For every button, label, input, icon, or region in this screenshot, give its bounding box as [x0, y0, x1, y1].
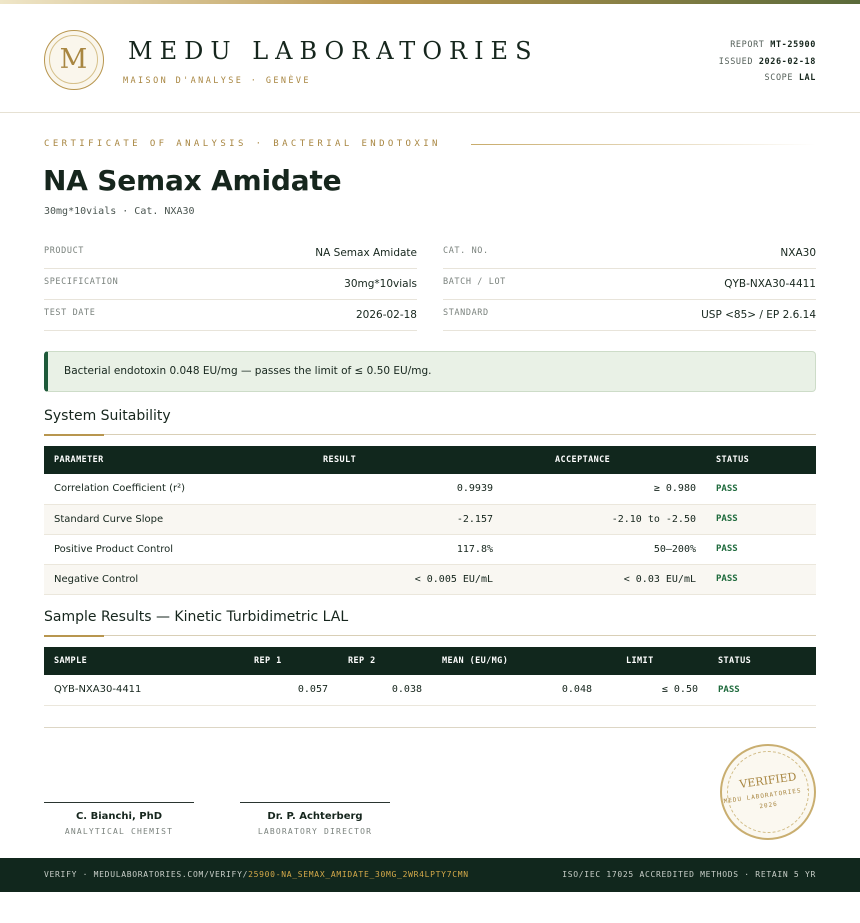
signature-block: [44, 802, 194, 836]
issued-date-line: ISSUED 2026-02-18: [718, 56, 816, 67]
suitability-table: [44, 446, 816, 595]
info-value: NXA30: [780, 247, 816, 259]
table-row: [44, 564, 816, 594]
signatory-role: LABORATORY DIRECTOR: [257, 827, 373, 836]
info-row-standard: [443, 300, 816, 331]
info-value: USP <85> / EP 2.6.14: [701, 309, 816, 321]
column-header: REP 2: [348, 656, 376, 666]
signatory-role: ANALYTICAL CHEMIST: [64, 827, 174, 836]
table-row: [44, 504, 816, 534]
page-bottom-margin: [0, 892, 860, 923]
result-cell: -2.157: [313, 504, 503, 534]
seal-text: MEDU LABORATORIES · 2026: [723, 785, 812, 811]
result-cell: 117.8%: [313, 534, 503, 564]
info-value: 2026-02-18: [355, 309, 417, 321]
signature-block: [240, 802, 390, 836]
info-label: SPECIFICATION: [44, 277, 119, 287]
parameter-cell: Correlation Coefficient (r²): [44, 474, 313, 504]
verdict-text: Bacterial endotoxin 0.048 EU/mg — passes the limit of ≤ 0.50 EU/mg.: [64, 365, 432, 377]
section-sample-results: [44, 608, 816, 636]
section-accent-rule: [44, 434, 104, 436]
info-label: PRODUCT: [44, 246, 85, 256]
info-value: QYB-NXA30-4411: [724, 278, 816, 290]
table-row: [44, 474, 816, 504]
info-row-cat-no: [443, 238, 816, 269]
report-meta: [719, 37, 816, 87]
verified-seal: [720, 744, 816, 840]
parameter-cell: Positive Product Control: [44, 534, 313, 564]
info-row-product: [44, 238, 417, 269]
table-header-row: [44, 446, 816, 474]
info-value: NA Semax Amidate: [315, 247, 417, 259]
info-label: STANDARD: [443, 308, 489, 318]
status-badge: PASS: [706, 534, 816, 564]
mean-cell: 0.048: [432, 675, 602, 705]
column-header: MEAN (EU/MG): [442, 656, 509, 666]
rep2-cell: 0.038: [338, 675, 432, 705]
accreditation-note: ISO/IEC 17025 ACCREDITED METHODS · RETAIN 5 YR: [562, 870, 816, 879]
info-label: CAT. NO.: [443, 246, 489, 256]
report-number: MT-25900: [770, 40, 816, 50]
info-grid-right: [443, 238, 816, 331]
table-row: [44, 675, 816, 705]
info-label: BATCH / LOT: [443, 277, 506, 287]
column-header: SAMPLE: [54, 656, 88, 666]
info-value: 30mg*10vials: [344, 278, 417, 290]
brand-tagline: MAISON D'ANALYSE · GENÈVE: [123, 76, 311, 86]
acceptance-cell: < 0.03 EU/mL: [503, 564, 706, 594]
table-header-row: [44, 647, 816, 675]
info-label: TEST DATE: [44, 308, 96, 318]
scope-line: SCOPE LAL: [764, 73, 816, 83]
parameter-cell: Negative Control: [44, 564, 313, 594]
column-header: PARAMETER: [54, 455, 104, 465]
report-number-line: REPORT MT-25900: [730, 40, 816, 50]
verify-link[interactable]: 25900-NA_SEMAX_AMIDATE_30MG_2WR4LPTY7CMN: [248, 870, 469, 879]
signature-divider: [44, 727, 816, 728]
brand-logo: [44, 30, 104, 90]
info-row-batch-lot: [443, 269, 816, 300]
column-header: RESULT: [323, 455, 357, 465]
info-row-specification: [44, 269, 417, 300]
brand-name: MEDU LABORATORIES: [128, 37, 539, 65]
issued-date: 2026-02-18: [758, 56, 816, 67]
column-header: REP 1: [254, 656, 282, 666]
logo-monogram: M: [49, 35, 98, 84]
seal-word: VERIFIED: [738, 770, 798, 791]
status-badge: PASS: [706, 474, 816, 504]
signatory-name: C. Bianchi, PhD: [75, 811, 163, 822]
parameter-cell: Standard Curve Slope: [44, 504, 313, 534]
section-heading: System Suitability: [44, 408, 171, 424]
section-accent-rule: [44, 635, 104, 637]
acceptance-cell: -2.10 to -2.50: [503, 504, 706, 534]
verify-line: [44, 870, 469, 879]
acceptance-cell: ≥ 0.980: [503, 474, 706, 504]
section-system-suitability: [44, 407, 816, 435]
verification-footer: [0, 858, 860, 892]
table-row: [44, 534, 816, 564]
sample-cell: QYB-NXA30-4411: [44, 675, 244, 705]
status-badge: PASS: [706, 504, 816, 534]
result-cell: < 0.005 EU/mL: [313, 564, 503, 594]
signatory-name: Dr. P. Achterberg: [267, 811, 363, 822]
page-title: NA Semax Amidate: [43, 164, 342, 197]
status-badge: PASS: [708, 675, 816, 705]
limit-cell: ≤ 0.50: [602, 675, 708, 705]
column-header: STATUS: [716, 455, 750, 465]
section-heading: Sample Results — Kinetic Turbidimetric LAL: [44, 609, 349, 625]
verify-prefix: VERIFY · MEDULABORATORIES.COM/VERIFY/: [44, 870, 249, 879]
verdict-banner: [44, 351, 816, 392]
acceptance-cell: 50–200%: [503, 534, 706, 564]
scope-value: LAL: [798, 73, 816, 83]
page-subtitle: 30mg*10vials · Cat. NXA30: [44, 206, 195, 217]
sample-results-table: [44, 647, 816, 706]
eyebrow-divider: [471, 144, 816, 145]
status-badge: PASS: [706, 564, 816, 594]
rep1-cell: 0.057: [244, 675, 338, 705]
info-grid-left: [44, 238, 417, 331]
document-eyebrow: CERTIFICATE OF ANALYSIS · BACTERIAL ENDOTOXIN: [44, 139, 441, 149]
column-header: STATUS: [718, 656, 752, 666]
result-cell: 0.9939: [313, 474, 503, 504]
info-row-test-date: [44, 300, 417, 331]
report-header: [0, 4, 860, 113]
column-header: LIMIT: [626, 656, 654, 666]
column-header: ACCEPTANCE: [555, 455, 611, 465]
